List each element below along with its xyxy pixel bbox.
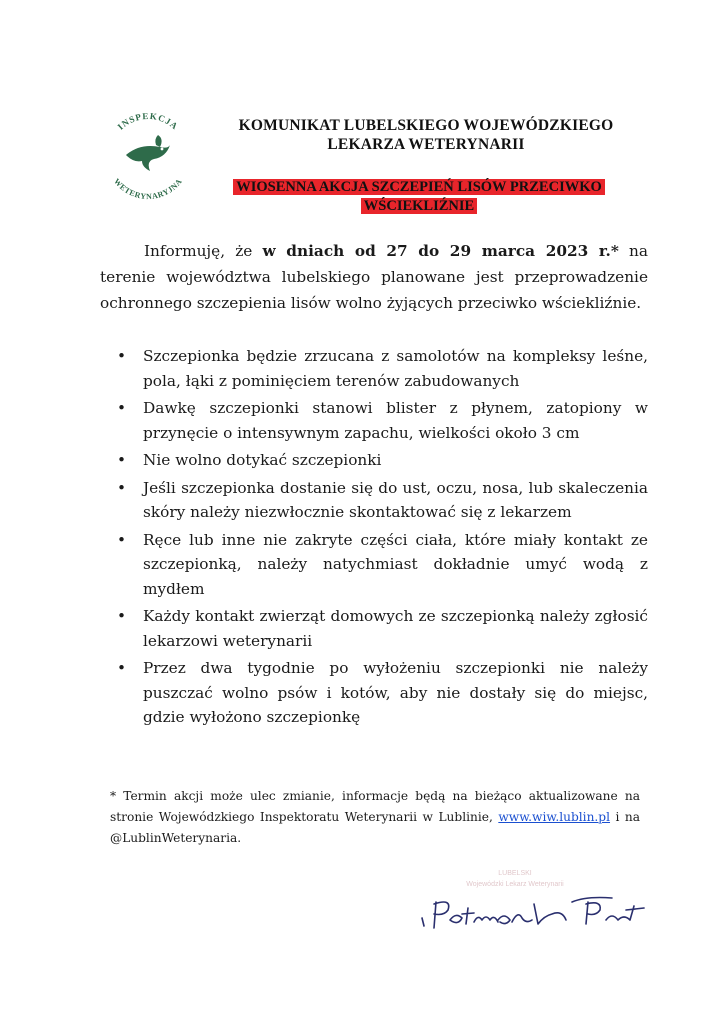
instructions-list [100,344,648,733]
campaign-banner [212,178,626,216]
list-item [100,448,648,473]
caduceus-bird-icon [126,135,170,171]
stamp-line-2: Wojewódzki Lekarz Weterynarii [466,881,564,888]
list-item-text: Jeśli szczepionka dostanie się do ust, oczu, nosa, lub skaleczenia skóry należy niezwłocznie skontaktować się z lekarzem [143,478,648,521]
website-link[interactable]: www.wiw.lublin.pl [498,810,611,824]
list-item-text: Dawkę szczepionki stanowi blister z płynem, zatopiony w przynęcie o intensywnym zapachu, wielkości około 3 cm [143,399,648,442]
list-item [100,656,648,730]
intro-text-end: na terenie województwa lubelskiego planowane jest przeprowadzenie ochronnego szczepienia lisów wolno żyjących przeciwko wściekliźnie. [100,242,648,312]
svg-text:INSPEKCJA [116,111,181,132]
footnote [110,786,640,849]
title-line-1: KOMUNIKAT LUBELSKIEGO WOJEWÓDZKIEGO [238,117,614,134]
bullet-icon: • [117,451,127,469]
list-item [100,344,648,393]
list-item [100,476,648,525]
bullet-icon: • [117,347,127,365]
bullet-icon: • [117,659,127,677]
list-item [100,396,648,445]
list-item-text: Ręce lub inne nie zakryte części ciała, które miały kontakt ze szczepionką, należy natychmiast dokładnie umyć wodą z mydłem [143,530,648,598]
intro-text-start: Informuję, że [144,242,263,260]
footnote-text: * Termin akcji może ulec zmianie, informacje będą na bieżąco aktualizowane na stronie Wojewódzkiego Inspektoratu Weterynarii w Lublinie, [110,789,640,824]
intro-paragraph [100,238,648,316]
document-title [205,116,647,154]
logo-text-top: INSPEKCJA [115,110,181,132]
bullet-icon: • [117,399,127,417]
bullet-icon: • [117,530,127,549]
list-item-text: Każdy kontakt zwierząt domowych ze szczepionką należy zgłosić lekarzowi weterynarii [143,607,648,650]
logo-text-bottom: WETERYNARYJNA [111,176,184,202]
list-item-text: Przez dwa tygodnie po wyłożeniu szczepionki nie należy puszczać wolno psów i kotów, aby nie dostały się do miejsc, gdzie wyłożono szczepionkę [143,659,648,726]
list-item-text: Szczepionka będzie zrzucana z samolotów na kompleksy leśne, pola, łąki z pominięciem terenów zabudowanych [143,347,648,390]
stamp-line-1: LUBELSKI [498,870,532,877]
list-item-text: Nie wolno dotykać szczepionki [143,451,382,469]
bullet-icon: • [117,607,127,625]
handwritten-signature [412,880,672,940]
svg-text:WETERYNARYJNA [112,177,184,201]
banner-line-1: WIOSENNA AKCJA SZCZEPIEŃ LISÓW PRZECIWKO [233,179,605,195]
title-line-2: LEKARZA WETERYNARII [327,136,525,153]
intro-dates: w dniach od 27 do 29 marca 2023 r.* [262,242,619,260]
footnote-text-end: i na @LublinWeterynaria. [110,810,640,845]
bullet-icon: • [117,478,127,497]
list-item [100,528,648,602]
inspection-logo [96,105,200,209]
banner-line-2: WŚCIEKLIŹNIE [361,198,477,214]
list-item [100,604,648,653]
